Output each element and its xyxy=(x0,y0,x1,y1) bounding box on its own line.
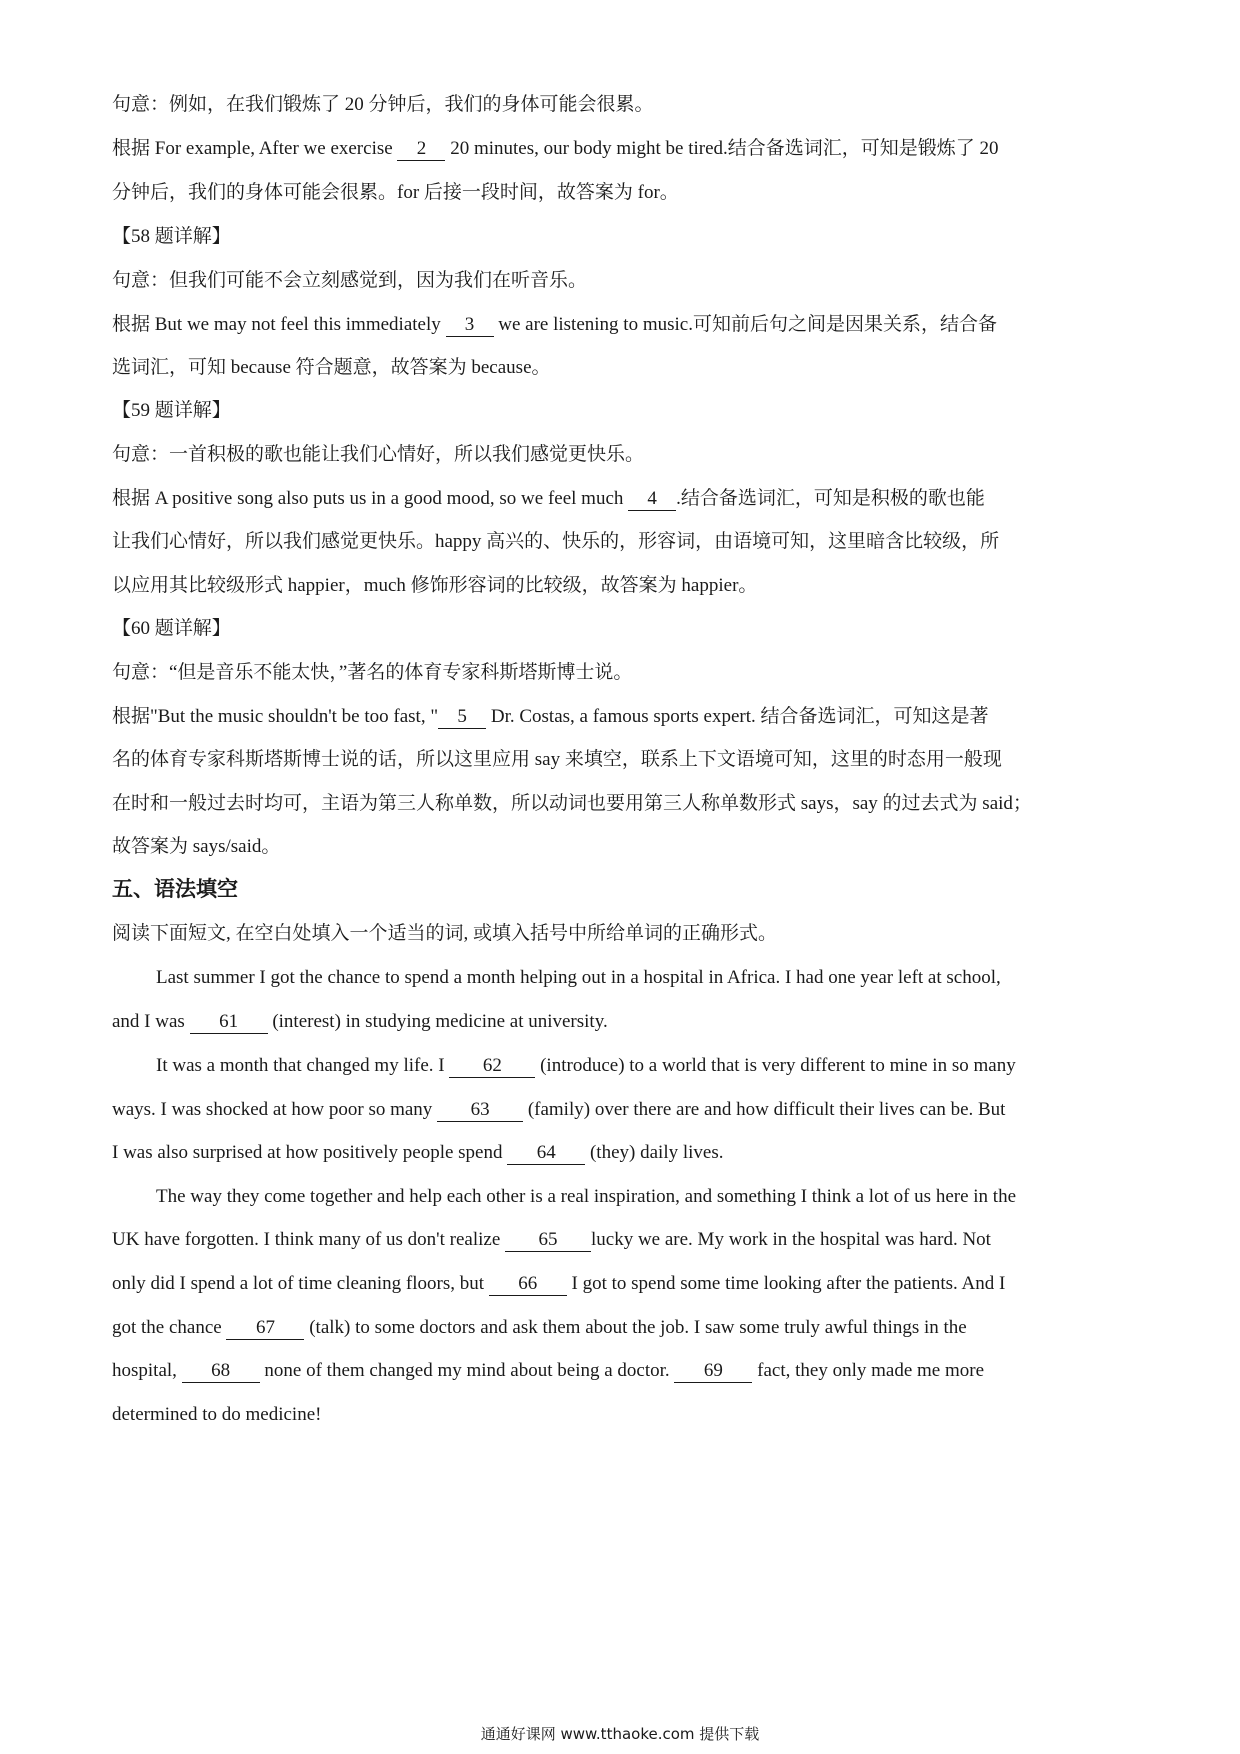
passage-p3-line4: got the chance 67 (talk) to some doctors and ask them about the job. I saw some truly awful things in the xyxy=(112,1317,967,1338)
q58-heading: 【58 题详解】 xyxy=(112,226,231,247)
q60-basis-line1: 根据"But the music shouldn't be too fast, " 5 Dr. Costas, a famous sports expert. 结合备选词汇，可知这是著 xyxy=(112,706,989,727)
page-footer: 通通好课网 www.tthaoke.com 提供下载 xyxy=(480,1725,760,1743)
q60-meaning: 句意：“但是音乐不能太快，”著名的体育专家科斯塔斯博士说。 xyxy=(112,662,633,683)
q59-meaning: 句意：一首积极的歌也能让我们心情好，所以我们感觉更快乐。 xyxy=(112,444,645,465)
q58-basis-line1: 根据 But we may not feel this immediately 3 we are listening to music.可知前后句之间是因果关系，结合备 xyxy=(112,314,997,335)
blank-4: 4 xyxy=(628,488,676,511)
blank-3: 3 xyxy=(446,314,494,337)
passage-p2-line3: I was also surprised at how positively people spend 64 (they) daily lives. xyxy=(112,1142,724,1163)
q57-basis-line2: 分钟后，我们的身体可能会很累。for 后接一段时间，故答案为 for。 xyxy=(112,182,679,203)
blank-5: 5 xyxy=(438,706,486,729)
blank-65: 65 xyxy=(505,1229,591,1252)
q60-basis-line4: 故答案为 says/said。 xyxy=(112,836,281,857)
blank-2: 2 xyxy=(397,138,445,161)
blank-64: 64 xyxy=(507,1142,585,1165)
blank-66: 66 xyxy=(489,1273,567,1296)
q57-basis-line1: 根据 For example, After we exercise 2 20 minutes, our body might be tired.结合备选词汇，可知是锻炼了 20 xyxy=(112,138,999,159)
q58-basis-line2: 选词汇，可知 because 符合题意，故答案为 because。 xyxy=(112,357,551,378)
passage-p3-line5: hospital, 68 none of them changed my mind about being a doctor. 69 fact, they only made me more xyxy=(112,1360,985,1381)
section-title: 五、语法填空 xyxy=(112,877,238,901)
q60-basis-line3: 在时和一般过去时均可，主语为第三人称单数，所以动词也要用第三人称单数形式 says，say 的过去式为 said； xyxy=(112,793,1032,814)
passage-p3-line3: only did I spend a lot of time cleaning floors, but 66 I got to spend some time looking after the patients. And I xyxy=(112,1273,1006,1294)
passage-p3-line6: determined to do medicine! xyxy=(112,1404,322,1425)
blank-69: 69 xyxy=(674,1360,752,1383)
q60-heading: 【60 题详解】 xyxy=(112,618,231,639)
q58-meaning: 句意：但我们可能不会立刻感觉到，因为我们在听音乐。 xyxy=(112,270,588,291)
q59-basis-line1: 根据 A positive song also puts us in a good mood, so we feel much 4 .结合备选词汇，可知是积极的歌也能 xyxy=(112,488,985,509)
q59-heading: 【59 题详解】 xyxy=(112,400,231,421)
blank-67: 67 xyxy=(226,1317,304,1340)
blank-62: 62 xyxy=(449,1055,535,1078)
passage-p3-line1: The way they come together and help each other is a real inspiration, and something I think a lot of us here in the xyxy=(156,1186,1017,1207)
passage-p1-line2: and I was 61 (interest) in studying medicine at university. xyxy=(112,1011,608,1032)
passage-p1-line1: Last summer I got the chance to spend a month helping out in a hospital in Africa. I had one year left at school, xyxy=(156,967,1001,988)
blank-68: 68 xyxy=(182,1360,260,1383)
q57-meaning: 句意：例如，在我们锻炼了 20 分钟后，我们的身体可能会很累。 xyxy=(112,94,654,115)
passage-p3-line2: UK have forgotten. I think many of us don't realize 65 lucky we are. My work in the hospital was hard. Not xyxy=(112,1229,991,1250)
q60-basis-line2: 名的体育专家科斯塔斯博士说的话，所以这里应用 say 来填空，联系上下文语境可知，这里的时态用一般现 xyxy=(112,749,1002,770)
q59-basis-line2: 让我们心情好，所以我们感觉更快乐。happy 高兴的、快乐的，形容词，由语境可知，这里暗含比较级，所 xyxy=(112,531,1000,552)
passage-p2-line2: ways. I was shocked at how poor so many 63 (family) over there are and how difficult their lives can be. But xyxy=(112,1099,1006,1120)
q59-basis-line3: 以应用其比较级形式 happier，much 修饰形容词的比较级，故答案为 happier。 xyxy=(112,575,758,596)
blank-63: 63 xyxy=(437,1099,523,1122)
blank-61: 61 xyxy=(190,1011,268,1034)
section-instruction: 阅读下面短文, 在空白处填入一个适当的词, 或填入括号中所给单词的正确形式。 xyxy=(112,923,778,944)
passage-p2-line1: It was a month that changed my life. I 62 (introduce) to a world that is very different to mine in so many xyxy=(156,1055,1016,1076)
